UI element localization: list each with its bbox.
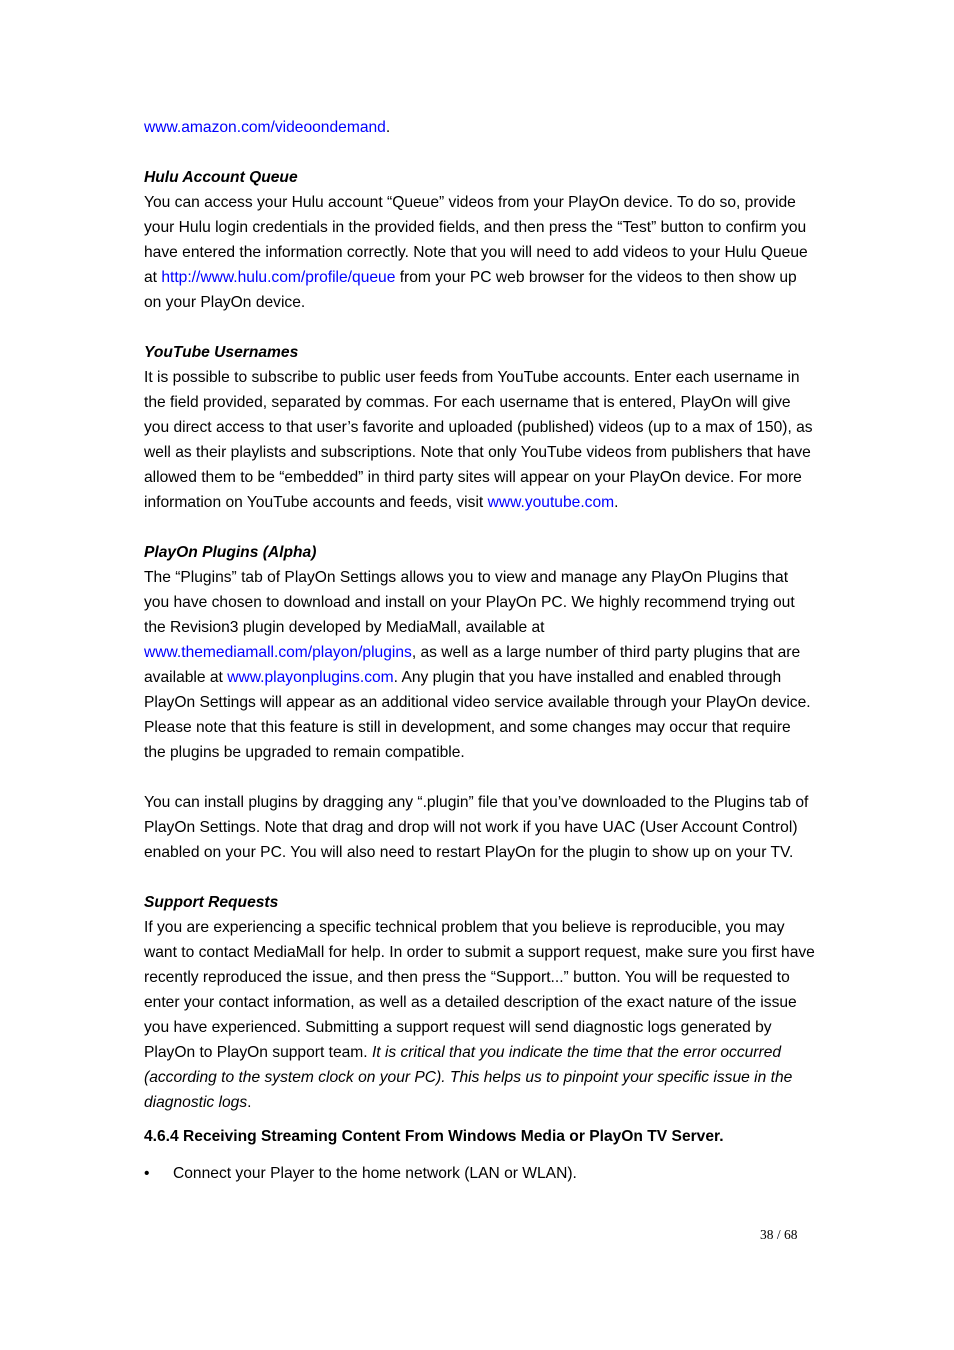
- youtube-heading: YouTube Usernames: [144, 344, 299, 361]
- support-paragraph: If you are experiencing a specific technical problem that you believe is reproducible, you may want to contact MediaMall for help. In order to submit a support request, make sure you first have recently reproduced the issue, and then press the “Support...” button. You will be requested to enter your contact information, as well as a detailed description of the exact nature of the issue you have experienced. Submitting a support request will send diagnostic logs generated by PlayOn to PlayOn support team. It is critical that you indicate the time that the error occurred (according to the system clock on your PC). This helps us to pinpoint your specific issue in the diagnostic logs.: [144, 919, 815, 1111]
- section-heading: 4.6.4 Receiving Streaming Content From Windows Media or PlayOn TV Server.: [144, 1128, 724, 1145]
- plugins-heading: PlayOn Plugins (Alpha): [144, 544, 317, 561]
- bullet-text: Connect your Player to the home network (LAN or WLAN).: [173, 1165, 577, 1182]
- hulu-queue-link[interactable]: http://www.hulu.com/profile/queue: [161, 269, 396, 286]
- hulu-heading: Hulu Account Queue: [144, 169, 298, 186]
- support-heading: Support Requests: [144, 894, 279, 911]
- support-critical-note: It is critical that you indicate the time that the error occurred (according to the system clock on your PC). This helps us to pinpoint your specific issue in the diagnostic logs: [144, 1044, 793, 1111]
- hulu-paragraph: You can access your Hulu account “Queue” videos from your PlayOn device. To do so, provide your Hulu login credentials in the provided fields, and then press the “Test” button to confirm you have entered the information correctly. Note that you will need to add videos to your Hulu Queue at http://www.hulu.com/profile/queue from your PC web browser for the videos to then show up on your PlayOn device.: [144, 194, 808, 311]
- content-column: [144, 115, 816, 1186]
- plugins-install-paragraph: You can install plugins by dragging any “.plugin” file that you’ve downloaded to the Plugins tab of PlayOn Settings. Note that drag and drop will not work if you have UAC (User Account Control) enabled on your PC. You will also need to restart PlayOn for the plugin to show up on your TV.: [144, 794, 809, 861]
- list-item: [144, 1161, 816, 1186]
- plugins-paragraph: The “Plugins” tab of PlayOn Settings allows you to view and manage any PlayOn Plugins that you have chosen to download and install on your PlayOn PC. We highly recommend trying out the Revision3 plugin developed by MediaMall, available at www.themediamall.com/playon/plugins, as well as a large number of third party plugins that are available at www.playonplugins.com. Any plugin that you have installed and enabled through PlayOn Settings will appear as an additional video service available through your PlayOn device. Please note that this feature is still in development, and some changes may occur that require the plugins be upgraded to remain compatible.: [144, 569, 811, 761]
- bullet-marker: •: [144, 1165, 150, 1182]
- amazon-vod-link[interactable]: www.amazon.com/videoondemand: [144, 119, 386, 136]
- page-number: 38 / 68: [760, 1227, 798, 1242]
- mediamall-plugins-link[interactable]: www.themediamall.com/playon/plugins: [144, 644, 412, 661]
- youtube-paragraph: It is possible to subscribe to public user feeds from YouTube accounts. Enter each username in the field provided, separated by commas. For each username that is entered, PlayOn will give you direct access to that user’s favorite and uploaded (published) videos (up to a max of 150), as well as their playlists and subscriptions. Note that only YouTube videos from publishers that have allowed them to be “embedded” in third party sites will appear on your PlayOn device. For more information on YouTube accounts and feeds, visit www.youtube.com.: [144, 369, 813, 511]
- youtube-link[interactable]: www.youtube.com: [487, 494, 615, 511]
- intro-line: www.amazon.com/videoondemand.: [144, 119, 391, 136]
- playonplugins-link[interactable]: www.playonplugins.com: [227, 669, 394, 686]
